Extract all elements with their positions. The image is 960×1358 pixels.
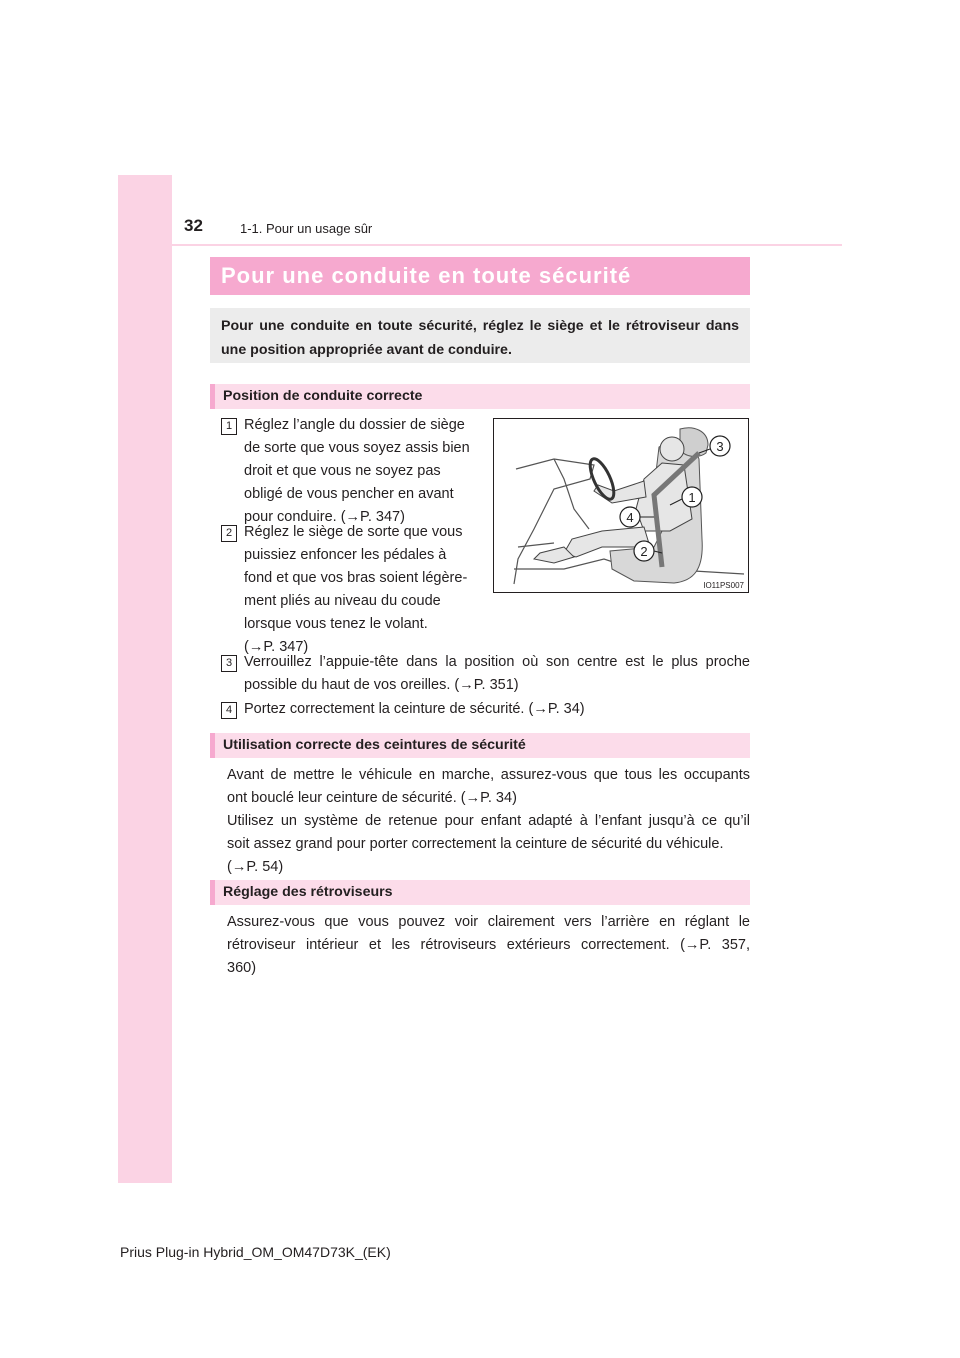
step-number-3: 3 — [221, 655, 237, 672]
heading-mirrors: Réglage des rétroviseurs — [210, 880, 750, 905]
page-number: 32 — [184, 216, 203, 235]
intro-box: Pour une conduite en toute sécurité, réglez le siège et le rétroviseur dans une position appropriée avant de conduire. — [210, 308, 750, 363]
mirrors-text: Assurez-vous que vous pouvez voir clairement vers l’arrière en réglant le rétroviseur intérieur et les rétroviseurs extérieurs correctement. (→P. 357, 360) — [227, 914, 750, 976]
heading-driving-position: Position de conduite correcte — [210, 384, 750, 409]
footer-manual-code: Prius Plug-in Hybrid_OM_OM47D73K_(EK) — [120, 1244, 391, 1260]
step-number-4: 4 — [221, 702, 237, 719]
step-number-2: 2 — [221, 525, 237, 542]
seat-position-illustration — [493, 418, 749, 593]
header-rule — [172, 244, 842, 246]
step-1-text: Réglez l’angle du dossier de siège de sorte que vous soyez assis bien droit et que vous ne soyez pas obligé de vous pencher en avant pour conduire. (→P. 347) — [244, 417, 470, 525]
step-number-1: 1 — [221, 418, 237, 435]
side-tab — [118, 175, 172, 1183]
callout-2: 2 — [640, 544, 648, 559]
heading-seatbelts: Utilisation correcte des ceintures de sécurité — [210, 733, 750, 758]
step-2-text: Réglez le siège de sorte que vous puissiez enfoncer les pédales à fond et que vos bras soient légère- ment pliés au niveau du coude lorsque vous tenez le volant. (→P. 347) — [244, 524, 468, 655]
step-3-text: Verrouillez l’appuie-tête dans la position où son centre est le plus proche possible du haut de vos oreilles. (→P. 351) — [244, 654, 750, 693]
page-title: Pour une conduite en toute sécurité — [210, 257, 750, 295]
seatbelts-text: Avant de mettre le véhicule en marche, assurez-vous que tous les occupants ont bouclé leur ceinture de sécurité. (→P. 34) Utilisez un système de retenue pour enfant adapté à l’enfant jusqu’à ce qu’il soit assez grand pour porter correctement la ceinture de sécurité du véhicule. (→P. 54) — [227, 767, 750, 875]
callout-3: 3 — [716, 439, 724, 454]
figure-code: IO11PS007 — [703, 581, 744, 590]
callout-4: 4 — [626, 510, 634, 525]
callout-1: 1 — [688, 490, 696, 505]
section-title: 1-1. Pour un usage sûr — [240, 221, 373, 236]
step-4-text: Portez correctement la ceinture de sécurité. (→P. 34) — [244, 701, 585, 717]
